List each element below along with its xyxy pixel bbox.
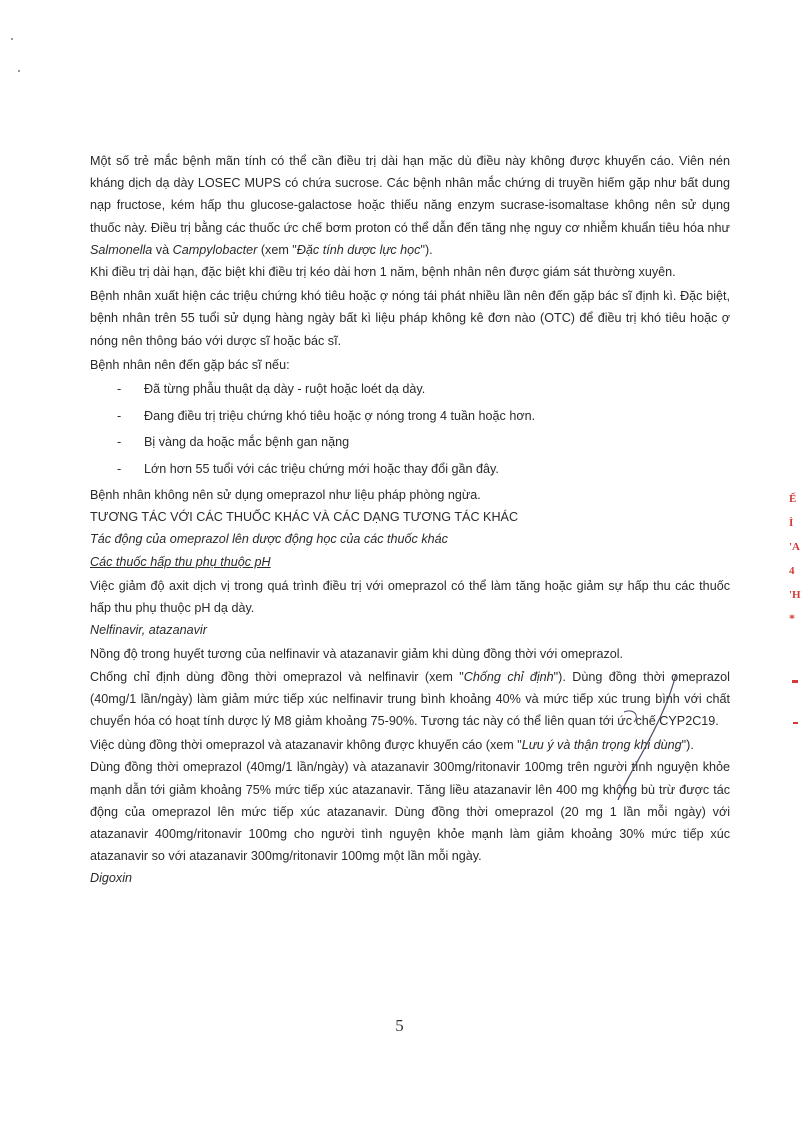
handwritten-signature [614,672,694,802]
scan-speck [11,38,13,40]
paragraph-atazanavir-study: Dùng đồng thời omeprazol (40mg/1 lần/ngày) và atazanavir 300mg/ritonavir 100mg trên người tình nguyện khỏe mạnh dẫn tới giảm khoảng 75% mức tiếp xúc atazanavir. Tăng liều atazanavir lên 400 mg không bù trừ được tác động của omeprazol lên mức tiếp xúc atazanavir. Dùng đồng thời omeprazol (20 mg 1 lần mỗi ngày) với atazanavir 400mg/ritonavir 100mg cho người tình nguyện khỏe mạnh làm giảm khoảng 30% mức tiếp xúc atazanavir so với atazanavir 300mg/ritonavir 100mg một lần mỗi ngày. [90,760,730,864]
paragraph-see-doctor: Bệnh nhân nên đến gặp bác sĩ nếu: [90,357,290,372]
paragraph-pediatric: Một số trẻ mắc bệnh mãn tính có thể cần điều trị dài hạn mặc dù điều này không được khuyến cáo. Viên nén kháng dịch dạ dày LOSEC MUPS có chứa sucrose. Các bệnh nhân mắc chứng di truyền hiếm gặp như bất dung nạp fructose, kém hấp thu glucose-galactose hoặc thiếu năng enzym sucrase-isomaltase không nên sử dụng thuốc này. Điều trị bằng các thuốc ức chế bơm proton có thể dẫn đến tăng nhẹ nguy cơ nhiễm khuẩn tiêu hóa như Salmonella và Campylobacter (xem "Đặc tính dược lực học"). [90,154,730,257]
svg-text:'H: 'H [789,589,801,601]
paragraph-acidity: Việc giảm độ axit dịch vị trong quá trình điều trị với omeprazol có thể làm tăng hoặc giảm sự hấp thu các thuốc hấp thu phụ thuộc pH dạ dày. [90,578,730,616]
svg-text:Ế: Ế [789,493,797,505]
svg-text:Ì: Ì [789,517,794,529]
paragraph-prophylaxis: Bệnh nhân không nên sử dụng omeprazol như liệu pháp phòng ngừa. [90,488,481,503]
paragraph-plasma: Nồng độ trong huyết tương của nelfinavir và atazanavir giảm khi dùng đồng thời với omeprazol. [90,647,624,662]
red-stamp-edge [788,490,802,750]
svg-text:4: 4 [789,565,795,577]
bullet-dash: - [117,461,122,476]
bullet-dash: - [117,408,122,423]
svg-text:*: * [789,611,795,625]
list-item: - Lớn hơn 55 tuổi với các triệu chứng mới hoặc thay đổi gần đây. [90,458,730,480]
paragraph-nelfinavir-contra: Chống chỉ định dùng đồng thời omeprazol và nelfinavir (xem "Chống chỉ định"). Dùng đồng thời omeprazol (40mg/1 lần/ngày) làm giảm mức tiếp xúc nelfinavir trung bình khoảng 40% và mức tiếp xúc trung bình với chất chuyển hóa có hoạt tính dược lý M8 giảm khoảng 75-90%. Tương tác này có thể liên quan tới ức chế CYP2C19. [90,669,730,729]
paragraph-symptoms: Bệnh nhân xuất hiện các triệu chứng khó tiêu hoặc ợ nóng tái phát nhiều lần nên đến gặp bác sĩ định kì. Đặc biệt, bệnh nhân trên 55 tuổi sử dụng hàng ngày bất kì liệu pháp không kê đơn nào (OTC) để điều trị khó tiêu hoặc ợ nóng nên thông báo với dược sĩ hoặc bác sĩ. [90,289,730,348]
svg-text:'A: 'A [789,541,800,553]
subheading-digoxin: Digoxin [90,871,132,886]
subheading-ph-dependent: Các thuốc hấp thu phụ thuộc pH [90,554,271,569]
subheading-pharmacokinetics: Tác động của omeprazol lên dược động học của các thuốc khác [90,532,448,547]
list-item: - Bị vàng da hoặc mắc bệnh gan nặng [90,431,730,453]
list-item: - Đang điều trị triệu chứng khó tiêu hoặc ợ nóng trong 4 tuần hoặc hơn. [90,405,730,427]
paragraph-atazanavir-not-recommended: Việc dùng đồng thời omeprazol và atazanavir không được khuyến cáo (xem "Lưu ý và thận trọng khi dùng"). [90,738,694,753]
list-item: - Đã từng phẫu thuật dạ dày - ruột hoặc loét dạ dày. [90,378,730,400]
bullet-dash: - [117,435,122,450]
subheading-nelfinavir: Nelfinavir, atazanavir [90,623,207,638]
paragraph-long-term: Khi điều trị dài hạn, đặc biệt khi điều trị kéo dài hơn 1 năm, bệnh nhân nên được giám sát thường xuyên. [90,265,676,280]
page-number: 5 [395,1016,404,1035]
scan-speck [18,70,20,72]
section-heading: TƯƠNG TÁC VỚI CÁC THUỐC KHÁC VÀ CÁC DẠNG TƯƠNG TÁC KHÁC [90,510,519,525]
bullet-dash: - [117,382,122,397]
bullet-list [90,378,730,480]
